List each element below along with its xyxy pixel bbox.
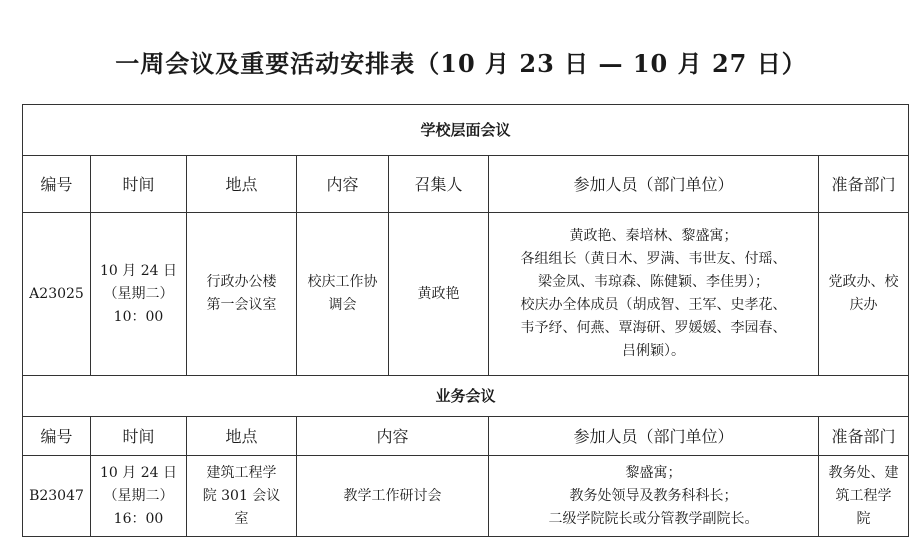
- col-header-time: 时间: [91, 156, 187, 213]
- col-header-convener: 召集人: [389, 156, 489, 213]
- col-header-prep-dept: 准备部门: [819, 156, 909, 213]
- time-weekday: （星期二）: [103, 285, 174, 302]
- place-line: 建筑工程学: [206, 464, 277, 481]
- participants-line: 黄政艳、秦培林、黎盛寓；: [569, 228, 738, 244]
- meeting-participants: [489, 213, 819, 376]
- meeting-id: A23025: [23, 213, 91, 376]
- col-header-place: 地点: [187, 417, 297, 456]
- meeting-content: 教学工作研讨会: [297, 456, 489, 537]
- participants-line: 二级学院院长或分管教学副院长。: [548, 510, 759, 527]
- place-line: 行政办公楼: [206, 274, 277, 290]
- participants-line: 各组组长（黄日木、罗满、韦世友、付瑶、: [520, 251, 787, 267]
- time-date: 10 月 24 日: [100, 464, 177, 481]
- participants-line: 吕俐颖）。: [622, 343, 685, 359]
- section-header-row: [23, 376, 909, 417]
- prep-dept-line: 筑工程学: [835, 487, 892, 504]
- meeting-convener: 黄政艳: [389, 213, 489, 376]
- meeting-place: [187, 456, 297, 537]
- meeting-prep-dept: [819, 456, 909, 537]
- place-line: 院 301 会议: [202, 487, 281, 504]
- participants-line: 校庆办全体成员（胡成智、王军、史孝花、: [520, 297, 787, 313]
- participants-line: 梁金凤、韦琼森、陈健颖、李佳男）；: [538, 274, 769, 290]
- column-header-row: [23, 156, 909, 213]
- participants-line: 黎盛寓；: [625, 464, 682, 481]
- col-header-prep-dept: 准备部门: [819, 417, 909, 456]
- participants-line: 韦予纾、何燕、覃海研、罗媛媛、李园春、: [520, 320, 787, 336]
- content-line: 校庆工作协: [307, 274, 378, 290]
- place-line: 室: [234, 510, 249, 527]
- col-header-id: 编号: [23, 156, 91, 213]
- prep-dept-line: 教务处、建: [828, 464, 899, 481]
- content-line: 调会: [328, 297, 357, 313]
- table-row: [23, 213, 909, 376]
- col-header-id: 编号: [23, 417, 91, 456]
- table-row: [23, 456, 909, 537]
- prep-dept-line: 党政办、校: [828, 274, 899, 290]
- col-header-place: 地点: [187, 156, 297, 213]
- time-clock: 10：00: [113, 308, 164, 325]
- schedule-table: [22, 104, 909, 537]
- time-clock: 16：00: [113, 510, 164, 527]
- meeting-participants: [489, 456, 819, 537]
- section-heading: 学校层面会议: [23, 105, 909, 156]
- col-header-participants: 参加人员（部门单位）: [489, 156, 819, 213]
- prep-dept-line: 院: [856, 510, 871, 527]
- col-header-content: 内容: [297, 417, 489, 456]
- column-header-row: [23, 417, 909, 456]
- meeting-place: [187, 213, 297, 376]
- prep-dept-line: 庆办: [849, 297, 878, 313]
- section-header-row: [23, 105, 909, 156]
- col-header-participants: 参加人员（部门单位）: [489, 417, 819, 456]
- participants-line: 教务处领导及教务科科长；: [569, 487, 738, 504]
- meeting-content: [297, 213, 389, 376]
- col-header-content: 内容: [297, 156, 389, 213]
- place-line: 第一会议室: [206, 297, 277, 313]
- time-weekday: （星期二）: [103, 487, 174, 504]
- page-title: 一周会议及重要活动安排表（10 月 23 日 — 10 月 27 日）: [115, 49, 807, 78]
- meeting-id: B23047: [23, 456, 91, 537]
- time-date: 10 月 24 日: [100, 262, 177, 279]
- meeting-time: [91, 456, 187, 537]
- section-heading: 业务会议: [23, 376, 909, 417]
- meeting-time: [91, 213, 187, 376]
- col-header-time: 时间: [91, 417, 187, 456]
- meeting-prep-dept: [819, 213, 909, 376]
